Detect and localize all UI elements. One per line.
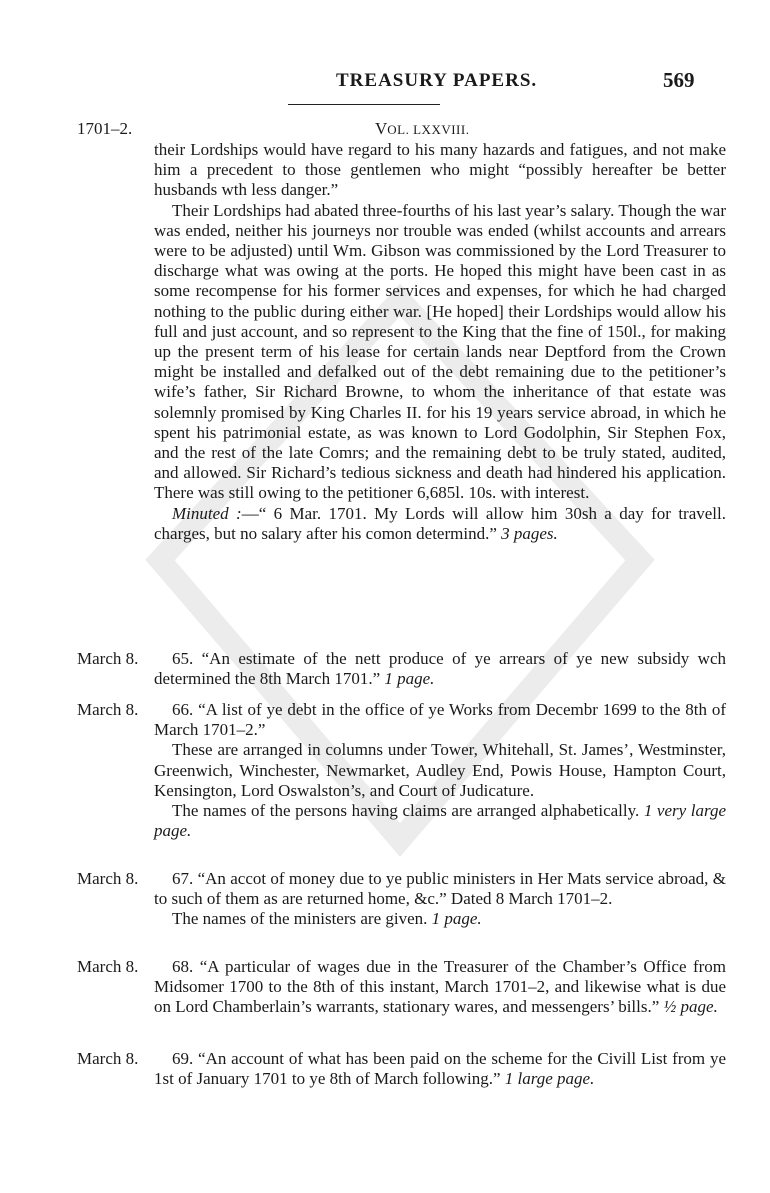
year-range: 1701–2. bbox=[77, 119, 133, 138]
entry-date: March 8. bbox=[77, 1049, 139, 1068]
entry-note: These are arranged in columns under Tower, Whitehall, St. James’, Westminster, Greenwich, Winchester, Newmarket, Audley End, Powis House, Hampton Court, Kensington, Lord Oswalston’s, and Court of Judicature. bbox=[154, 740, 726, 800]
header-rule bbox=[288, 104, 440, 105]
minuted-label: Minuted : bbox=[172, 503, 242, 523]
entry-date: March 8. bbox=[77, 869, 139, 888]
volume-heading bbox=[375, 119, 469, 139]
continuation-block bbox=[154, 140, 726, 544]
entry-text: 68. “A particular of wages due in the Treasurer of the Chamber’s Office from Midsomer 1700 to the 8th of this instant, March 1701–2, and likewise what is due on Lord Chamberlain’s warrants, stationary wares, and messengers’ bills.” bbox=[154, 957, 726, 1017]
entry-note: The names of the ministers are given. bbox=[172, 909, 428, 929]
entry-note-2: The names of the persons having claims are arranged alphabetically. bbox=[172, 801, 640, 821]
continuation-paragraph-1: their Lordships would have regard to his many hazards and fatigues, and not make him a precedent to those gentlemen who might “possibly hereafter be better husbands wth less danger.” bbox=[154, 140, 726, 200]
running-header-title: TREASURY PAPERS. bbox=[336, 70, 538, 91]
entry-date: March 8. bbox=[77, 957, 139, 976]
volume-prefix: V bbox=[375, 119, 388, 138]
entry-date: March 8. bbox=[77, 700, 139, 719]
page-number: 569 bbox=[663, 68, 695, 92]
entry-67 bbox=[154, 869, 726, 930]
entry-65 bbox=[154, 649, 726, 689]
entry-date: March 8. bbox=[77, 649, 139, 668]
continuation-paragraph-2: Their Lordships had abated three-fourths of his last year’s salary. Though the war was ended, neither his journeys nor trouble was ended (whilst accounts and arrears were to be adjusted) until Wm. Gibson was commissioned by the Lord Treasurer to discharge what was owing at the ports. He hoped this might have been cast in as some recompense for his former services and expenses, for which he had charged nothing to the public during either war. [He hoped] their Lordships would allow his full and just account, and so represent to the King that the fine of 150l., for making up the present term of his lease for certain lands near Deptford from the Crown might be installed and defalked out of the debt remaining due to the petitioner’s wife’s father, Sir Richard Browne, to whom the inheritance of that estate was solemnly promised by King Charles II. for his 19 years service abroad, in which he spent his patrimonial estate, as was known to Lord Godolphin, Sir Stephen Fox, and the rest of the late Comrs; and the remaining debt to be truly stated, audited, and allowed. Sir Richard’s tedious sickness and death had hindered his application. There was still owing to the petitioner 6,685l. 10s. with interest. bbox=[154, 200, 726, 503]
entry-pages: 1 very large page. bbox=[154, 801, 727, 841]
entry-pages: 1 page. bbox=[384, 669, 435, 689]
entry-pages: ½ page. bbox=[663, 997, 718, 1017]
entry-pages: 1 page. bbox=[431, 909, 482, 929]
entry-68 bbox=[154, 957, 726, 1018]
entry-text: 66. “A list of ye debt in the office of ye Works from Decembr 1699 to the 8th of March 1701–2.” bbox=[154, 700, 726, 740]
entry-66 bbox=[154, 700, 726, 841]
minuted-text: —“ 6 Mar. 1701. My Lords will allow him 30sh a day for travell. charges, but no salary after his comon determind.” bbox=[154, 503, 726, 543]
entry-pages: 1 large page. bbox=[504, 1069, 595, 1089]
entry-text: 65. “An estimate of the nett produce of ye arrears of ye new subsidy wch determined the 8th March 1701.” bbox=[154, 649, 726, 689]
entry-69 bbox=[154, 1049, 726, 1089]
minuted-pages: 3 pages. bbox=[501, 523, 558, 543]
entry-text: 67. “An accot of money due to ye public ministers in Her Mats service abroad, & to such of them as are returned home, &c.” Dated 8 March 1701–2. bbox=[154, 869, 726, 909]
minuted-note bbox=[154, 504, 726, 544]
entry-text: 69. “An account of what has been paid on the scheme for the Civill List from ye 1st of January 1701 to ye 8th of March following.” bbox=[154, 1049, 726, 1089]
volume-rest: OL. LXXVIII. bbox=[387, 122, 470, 137]
